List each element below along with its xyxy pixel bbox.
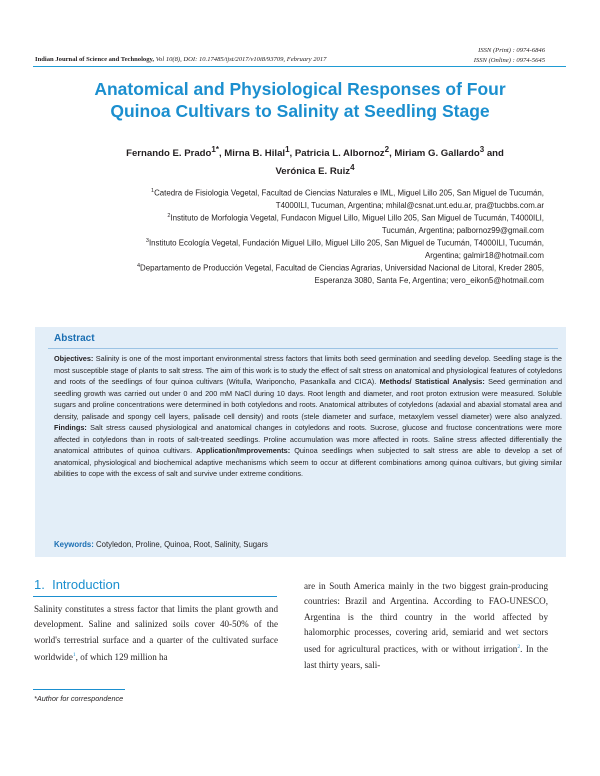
findings-text: Salt stress caused physiological and anatomical changes in cotyledons and roots. Sucrose, glucose and fructose concentrations were more affected in cotyledons than in roots of salt-treated seedlings. Proline accumulation was more affected in roots. Saline stress affected differentially the anatomical attributes of quinoa cultivars. xyxy=(54,423,562,455)
affiliation xyxy=(74,235,544,262)
author-affiliation-mark: 2 xyxy=(384,145,390,154)
affiliation-line: Instituto de Morfologia Vegetal, Fundacon Miguel Lillo, Miguel Lillo 205, San Miguel de Tucumán, T4000ILI, xyxy=(170,213,544,223)
affiliation xyxy=(74,210,544,237)
application-text: Quinoa seedlings when subjected to salt stress are able to develop a set of anatomical, physiological and biochemical adaptive mechanisms which seem to occur at different combinations among quinoa cultivars, but giving similar abilities to cope with the excess of salt and survive under extreme conditions. xyxy=(54,446,563,478)
header-divider xyxy=(33,66,566,67)
journal-volume-doi: Vol 10(8), DOI: 10.17485/ijst/2017/v10i8/93709, February 2017 xyxy=(155,56,327,63)
title-line-2: Quinoa Cultivars to Salinity at Seedling Stage xyxy=(110,101,490,121)
issn-print: ISSN (Print) : 0974-6846 xyxy=(478,47,545,54)
paper-title xyxy=(40,78,560,122)
abstract-divider xyxy=(48,348,558,349)
title-line-1: Anatomical and Physiological Responses of Four xyxy=(94,79,506,99)
affiliation xyxy=(74,260,544,287)
affiliation-line: Argentina; galmir18@hotmail.com xyxy=(425,250,544,260)
intro-text: . In the last thirty years, sali- xyxy=(304,644,548,670)
author-name: Fernando E. Prado xyxy=(126,148,212,160)
methods-text: Seed germination and seedling growth was carried out under 0 and 200 mM NaCl during 10 days. Root length and diameter, and root proton extrusion were measured. Soluble sugars and proline concentrations were determined in both cotyledons and roots. Anatomical attributes of cotyledons (adaxial and abaxial stomatal area and density, palisade and spongy cell layers, palisade cell density) and roots (stele diameter and surface, metaxylem vessel diameter) were also analyzed. xyxy=(54,377,563,421)
author-name: Patricia L. Albornoz xyxy=(294,148,385,160)
affiliation-line: Departamento de Producción Vegetal, Facultad de Ciencias Agrarias, Universidad Nacional de Litoral, Kreder 2805, xyxy=(140,263,544,273)
affiliation-number: 2 xyxy=(167,213,171,219)
footnote-divider xyxy=(33,689,125,690)
section-title: Introduction xyxy=(52,577,121,592)
affiliation-line: Catedra de Fisiologia Vegetal, Facultad de Ciencias Naturales e IML, Miguel Lillo 205, San Miguel de Tucumán, xyxy=(154,188,544,198)
intro-column-left xyxy=(34,602,278,665)
author-name: Mirna B. Hilal xyxy=(224,148,286,160)
author-name: Verónica E. Ruiz xyxy=(275,166,351,178)
abstract-body xyxy=(54,353,562,480)
author-affiliation-mark: 3 xyxy=(479,145,485,154)
affiliation-line: Instituto Ecología Vegetal, Fundación Miguel Lillo, Miguel Lillo 205, San Miguel de Tucumán, T4000ILI, Tucumán, xyxy=(148,238,544,248)
issn-online: ISSN (Online) : 0974-5645 xyxy=(473,57,545,64)
findings-label: Findings: xyxy=(54,423,87,432)
objectives-text: Salinity is one of the most important environmental stress factors that limits both seed germination and seedling develop. Seedling stage is the most susceptible stage of plants to salt stress. The aim of this work is to study the effect of salt stress on anatomical and physiological features of cotyledons and roots of the seedlings of four quinoa cultivars (Witulla, Wariponcho, Pasankalla and CICA). xyxy=(54,354,562,386)
keywords-label: Keywords: xyxy=(54,540,94,549)
intro-column-right xyxy=(304,579,548,673)
affiliation-line: T4000ILI, Tucuman, Argentina; mhilal@csnat.unt.edu.ar, pra@tucbbs.com.ar xyxy=(275,200,544,210)
affiliation-number: 4 xyxy=(136,263,141,269)
abstract-heading: Abstract xyxy=(54,333,95,344)
keywords-text: Cotyledon, Proline, Quinoa, Root, Salinity, Sugars xyxy=(96,540,268,549)
objectives-label: Objectives: xyxy=(54,354,94,363)
journal-name: Indian Journal of Science and Technology, xyxy=(35,56,155,63)
intro-text: Salinity constitutes a stress factor that limits the plant growth and development. Saline and salinized soils cover 40-50% of the world's terrestrial surface and a quarter of the cultivated surface worldwide xyxy=(34,604,278,662)
journal-citation xyxy=(35,56,326,63)
author-affiliation-mark: 1 xyxy=(285,145,290,154)
section-number: 1. xyxy=(34,577,45,592)
affiliation-line: Esperanza 3080, Santa Fe, Argentina; vero_eikon5@hotmail.com xyxy=(314,275,544,285)
section-heading-introduction xyxy=(34,577,120,592)
author-affiliation-mark: 4 xyxy=(350,163,355,173)
affiliation-number: 3 xyxy=(145,238,149,244)
methods-label: Methods/ Statistical Analysis: xyxy=(379,377,485,386)
application-label: Application/Improvements: xyxy=(196,446,291,455)
author-list: Fernando E. Prado$^{1*}$, Mirna B. Hilal$^1$, Patricia L. Albornoz$^2$, Miriam G. Gallardo$^3$ and Verónica E. Ruiz$^4$ xyxy=(126,145,504,178)
reference-link[interactable]: 1 xyxy=(72,651,76,658)
author-name: Miriam G. Gallardo xyxy=(394,148,480,160)
reference-link[interactable]: 2 xyxy=(517,644,521,651)
section-divider xyxy=(33,596,277,597)
affiliation-line: Tucumán, Argentina; palbornoz99@gmail.com xyxy=(381,225,544,235)
author-affiliation-mark: 1* xyxy=(211,145,219,154)
affiliation-number: 1 xyxy=(151,188,155,194)
author-conjunction: and xyxy=(486,148,504,160)
intro-text: are in South America mainly in the two biggest grain-producing countries: Brazil and Argentina. According to FAO-UNESCO, Argentina is the third country in the world affected by halomorphic processes, covering arid, semiarid and wet sectors used for agricultural practices, with or without irrigation xyxy=(304,581,548,655)
correspondence-footnote: *Author for correspondence xyxy=(34,694,124,703)
keywords xyxy=(54,540,268,549)
intro-text: , of which 129 million ha xyxy=(75,651,168,662)
affiliation xyxy=(74,185,544,212)
